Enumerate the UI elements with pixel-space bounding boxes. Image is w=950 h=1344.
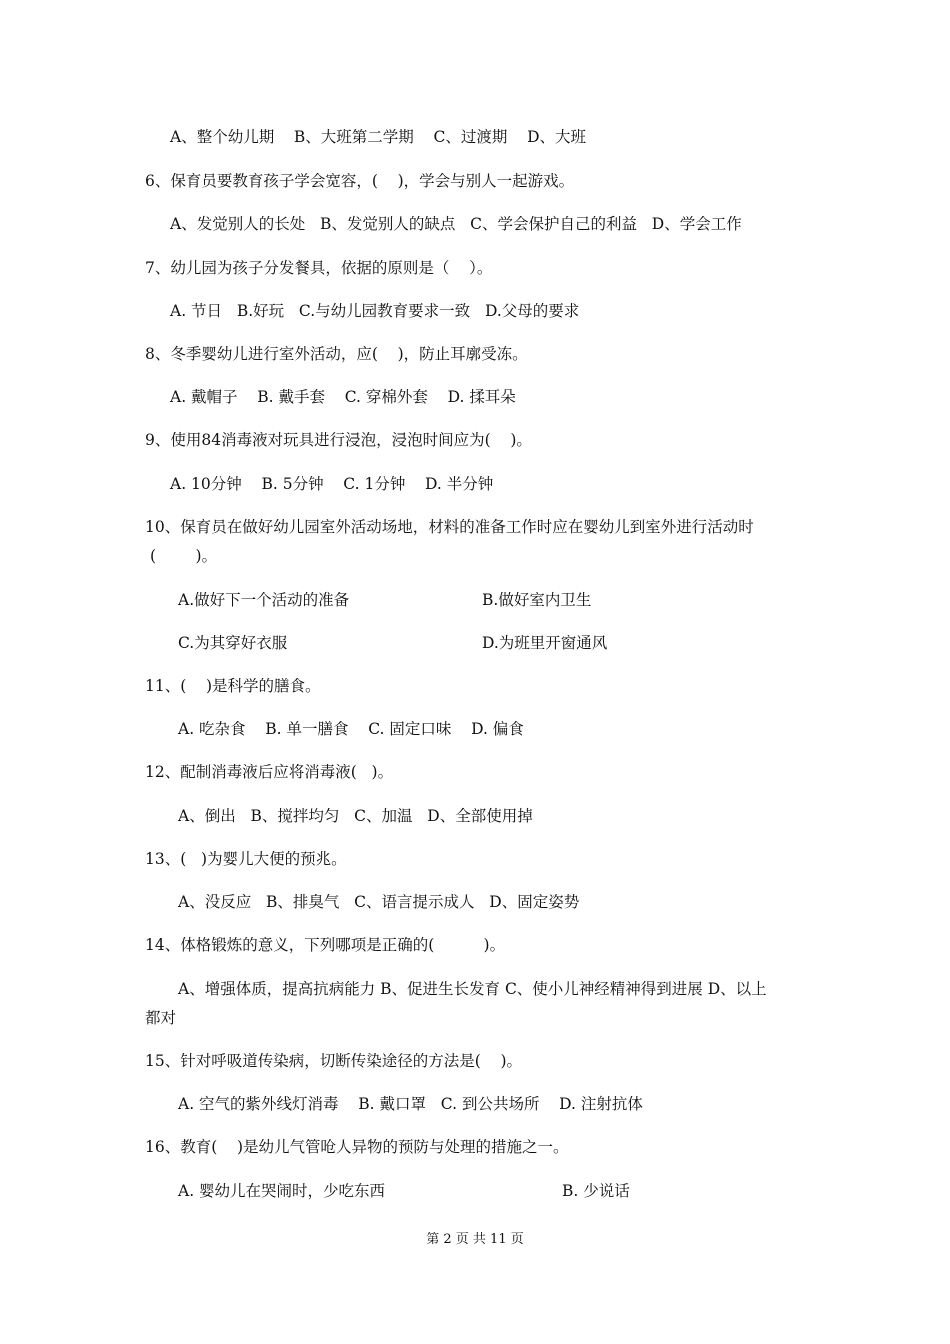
q10-question-cont: ( )。 <box>150 547 218 565</box>
q10-option-c: C.为其穿好衣服 <box>178 634 288 652</box>
q11-question: 11、( )是科学的膳食。 <box>145 677 321 695</box>
q10-option-a: A.做好下一个活动的准备 <box>178 591 350 609</box>
q10-question: 10、保育员在做好幼儿园室外活动场地，材料的准备工作时应在婴幼儿到室外进行活动时 <box>145 518 754 536</box>
q13-options: A、没反应 B、排臭气 C、语言提示成人 D、固定姿势 <box>178 893 580 911</box>
q5-options: A、整个幼儿期 B、大班第二学期 C、过渡期 D、大班 <box>170 128 586 146</box>
q8-options: A. 戴帽子 B. 戴手套 C. 穿棉外套 D. 揉耳朵 <box>170 388 516 406</box>
q15-question: 15、针对呼吸道传染病，切断传染途径的方法是( )。 <box>145 1052 523 1070</box>
q14-options-cont: 都对 <box>145 1009 177 1027</box>
q16-option-a: A. 婴幼儿在哭闹时，少吃东西 <box>178 1182 386 1200</box>
q7-options: A. 节日 B.好玩 C.与幼儿园教育要求一致 D.父母的要求 <box>170 302 580 320</box>
page-footer: 第 2 页 共 11 页 <box>426 1232 524 1247</box>
q15-options: A. 空气的紫外线灯消毒 B. 戴口罩 C. 到公共场所 D. 注射抗体 <box>178 1095 643 1113</box>
q12-question: 12、配制消毒液后应将消毒液( )。 <box>145 763 394 781</box>
q11-options: A. 吃杂食 B. 单一膳食 C. 固定口味 D. 偏食 <box>178 720 524 738</box>
q10-option-b: B.做好室内卫生 <box>482 591 592 609</box>
q9-question: 9、使用84消毒液对玩具进行浸泡，浸泡时间应为( )。 <box>145 431 532 449</box>
q14-question: 14、体格锻炼的意义，下列哪项是正确的( )。 <box>145 936 506 954</box>
q10-option-d: D.为班里开窗通风 <box>482 634 608 652</box>
q6-options: A、发觉别人的长处 B、发觉别人的缺点 C、学会保护自己的利益 D、学会工作 <box>170 215 742 233</box>
q9-options: A. 10分钟 B. 5分钟 C. 1分钟 D. 半分钟 <box>170 475 494 493</box>
q13-question: 13、( )为婴儿大便的预兆。 <box>145 850 347 868</box>
q7-question: 7、幼儿园为孩子分发餐具，依据的原则是（ ）。 <box>145 259 493 277</box>
q16-option-b: B. 少说话 <box>562 1182 630 1200</box>
q16-question: 16、教育( )是幼儿气管呛人异物的预防与处理的措施之一。 <box>145 1138 569 1156</box>
q12-options: A、倒出 B、搅拌均匀 C、加温 D、全部使用掉 <box>178 807 533 825</box>
q8-question: 8、冬季婴幼儿进行室外活动，应( )，防止耳廓受冻。 <box>145 345 528 363</box>
q14-options: A、增强体质，提高抗病能力 B、促进生长发育 C、使小儿神经精神得到进展 D、以上 <box>178 980 767 998</box>
q6-question: 6、保育员要教育孩子学会宽容，( )，学会与别人一起游戏。 <box>145 172 575 190</box>
